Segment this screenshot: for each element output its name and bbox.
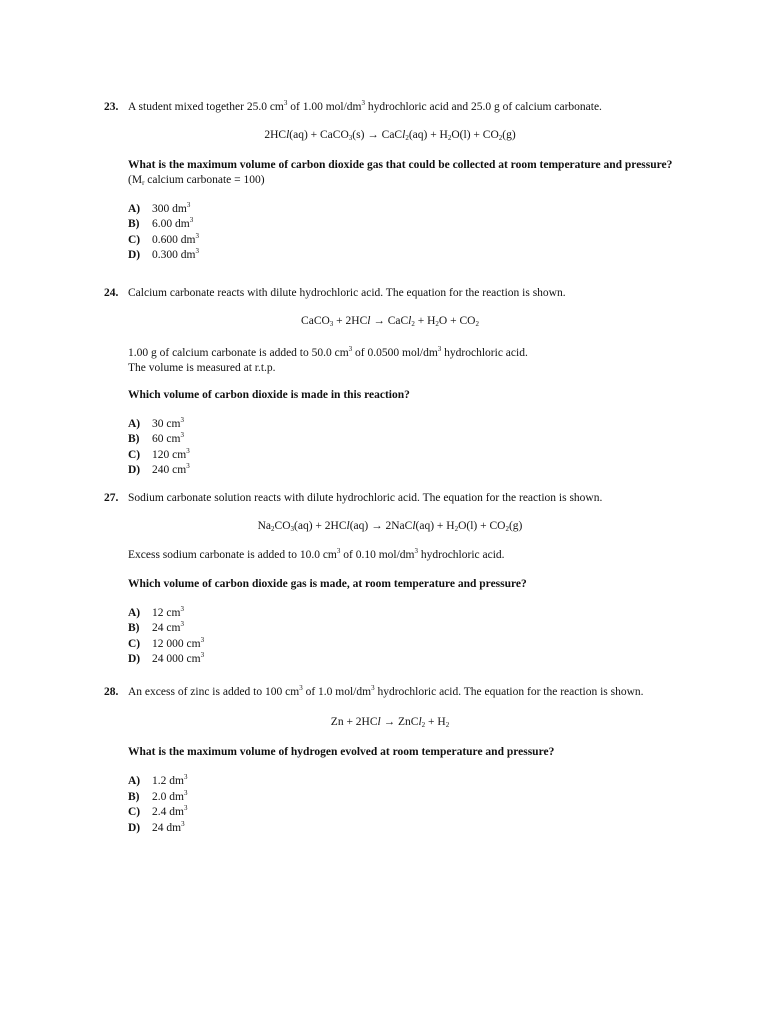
question-stem: A student mixed together 25.0 $cm^3$ of 1.00 mol/$dm^3$ hydrochloric acid and 25.0 g of calcium carbonate. xyxy=(128,99,602,113)
option-letter: D) xyxy=(128,653,141,666)
question-prompt: Which volume of carbon dioxide is made in this reaction? xyxy=(128,388,410,401)
question-info: Excess sodium carbonate is added to 10.0 $cm^3$ of 0.10 mol/$dm^3$ hydrochloric acid. xyxy=(128,547,505,562)
question-number: 28. xyxy=(104,686,119,698)
answer-options xyxy=(104,606,676,668)
answer-option-d[interactable] xyxy=(128,652,676,668)
option-text: 24 000 $cm^3$ xyxy=(152,651,205,666)
question-header xyxy=(104,286,676,301)
answer-option-a[interactable] xyxy=(128,417,676,433)
question-number: 24. xyxy=(104,287,119,299)
question-stem: Sodium carbonate solution reacts with dilute hydrochloric acid. The equation for the reaction is shown. xyxy=(128,492,603,504)
chemical-equation: 2HCl(aq) + CaCO$_3$(s) → CaCl$_2$(aq) + $H_2O(l) + CO_2(g)$ xyxy=(264,128,516,142)
question-stem: Calcium carbonate reacts with dilute hydrochloric acid. The equation for the reaction is shown. xyxy=(128,287,566,299)
answer-option-b[interactable] xyxy=(128,217,676,233)
answer-option-b[interactable] xyxy=(128,790,676,806)
question-note: ($M_r$ calcium carbonate = 100) xyxy=(128,174,265,188)
answer-option-a[interactable] xyxy=(128,202,676,218)
question-prompt: What is the maximum volume of hydrogen evolved at room temperature and pressure? xyxy=(128,746,555,759)
option-text: 6.00 $dm^3$ xyxy=(152,216,194,231)
option-text: 24 $cm^3$ xyxy=(152,620,184,635)
answer-option-c[interactable] xyxy=(128,805,676,821)
question-prompt: Which volume of carbon dioxide gas is made, at room temperature and pressure? xyxy=(128,578,527,591)
chemical-equation: $Na_2CO_3(aq) + 2HCl(aq)$ → 2NaCl(aq) + $H_2O(l) + CO_2(g)$ xyxy=(257,519,523,533)
question-prompt: What is the maximum volume of carbon dioxide gas that could be collected at room temperature and pressure? xyxy=(128,159,673,172)
option-letter: B) xyxy=(128,218,140,231)
answer-option-b[interactable] xyxy=(128,432,676,448)
question-header xyxy=(104,491,676,506)
question-header xyxy=(104,685,676,700)
answer-option-a[interactable] xyxy=(128,774,676,790)
option-letter: D) xyxy=(128,249,141,262)
option-letter: C) xyxy=(128,233,141,246)
answer-option-c[interactable] xyxy=(128,637,676,653)
question-24 xyxy=(104,286,676,479)
option-text: 120 $cm^3$ xyxy=(152,446,190,461)
answer-option-d[interactable] xyxy=(128,248,676,264)
question-23 xyxy=(104,100,676,264)
option-text: 240 $cm^3$ xyxy=(152,462,190,477)
option-letter: A) xyxy=(128,202,141,215)
option-text: 300 $dm^3$ xyxy=(152,200,191,215)
option-letter: A) xyxy=(128,606,141,619)
option-letter: B) xyxy=(128,433,140,446)
option-letter: C) xyxy=(128,806,141,819)
question-27 xyxy=(104,491,676,668)
option-letter: D) xyxy=(128,464,141,477)
option-text: 0.300 $dm^3$ xyxy=(152,247,199,262)
option-text: 2.0 $dm^3$ xyxy=(152,788,188,803)
answer-option-c[interactable] xyxy=(128,448,676,464)
option-text: 1.2 $dm^3$ xyxy=(152,773,188,788)
question-number: 27. xyxy=(104,492,119,504)
option-text: 12 $cm^3$ xyxy=(152,604,184,619)
option-letter: D) xyxy=(128,821,141,834)
option-text: 24 $dm^3$ xyxy=(152,819,185,834)
question-info: 1.00 g of calcium carbonate is added to 50.0 $cm^3$ of 0.0500 mol/$dm^3$ hydrochloric acid. The volume is measured at r.t.p. xyxy=(128,345,528,375)
answer-option-c[interactable] xyxy=(128,233,676,249)
option-text: 2.4 $dm^3$ xyxy=(152,804,188,819)
question-header xyxy=(104,100,676,115)
option-letter: B) xyxy=(128,622,140,635)
question-number: 23. xyxy=(104,101,119,113)
chemical-equation: CaCO$_3$ + 2HCl → CaCl$_2$ + $H_2O + CO_2$ xyxy=(301,314,479,328)
answer-options xyxy=(104,202,676,264)
answer-options xyxy=(104,417,676,479)
question-stem: An excess of zinc is added to 100 $cm^3$ of 1.0 mol/$dm^3$ hydrochloric acid. The equation for the reaction is shown. xyxy=(128,684,644,698)
option-text: 0.600 $dm^3$ xyxy=(152,231,199,246)
answer-options xyxy=(104,774,676,836)
answer-option-b[interactable] xyxy=(128,621,676,637)
option-text: 60 $cm^3$ xyxy=(152,431,184,446)
chemical-equation: Zn + 2HCl → ZnCl$_2$ + $H_2$ xyxy=(330,715,450,729)
option-letter: C) xyxy=(128,448,141,461)
answer-option-d[interactable] xyxy=(128,821,676,837)
option-letter: A) xyxy=(128,417,141,430)
option-text: 30 $cm^3$ xyxy=(152,415,184,430)
answer-option-a[interactable] xyxy=(128,606,676,622)
option-letter: A) xyxy=(128,775,141,788)
question-28 xyxy=(104,685,676,836)
answer-option-d[interactable] xyxy=(128,463,676,479)
option-letter: C) xyxy=(128,637,141,650)
option-text: 12 000 $cm^3$ xyxy=(152,635,205,650)
option-letter: B) xyxy=(128,790,140,803)
